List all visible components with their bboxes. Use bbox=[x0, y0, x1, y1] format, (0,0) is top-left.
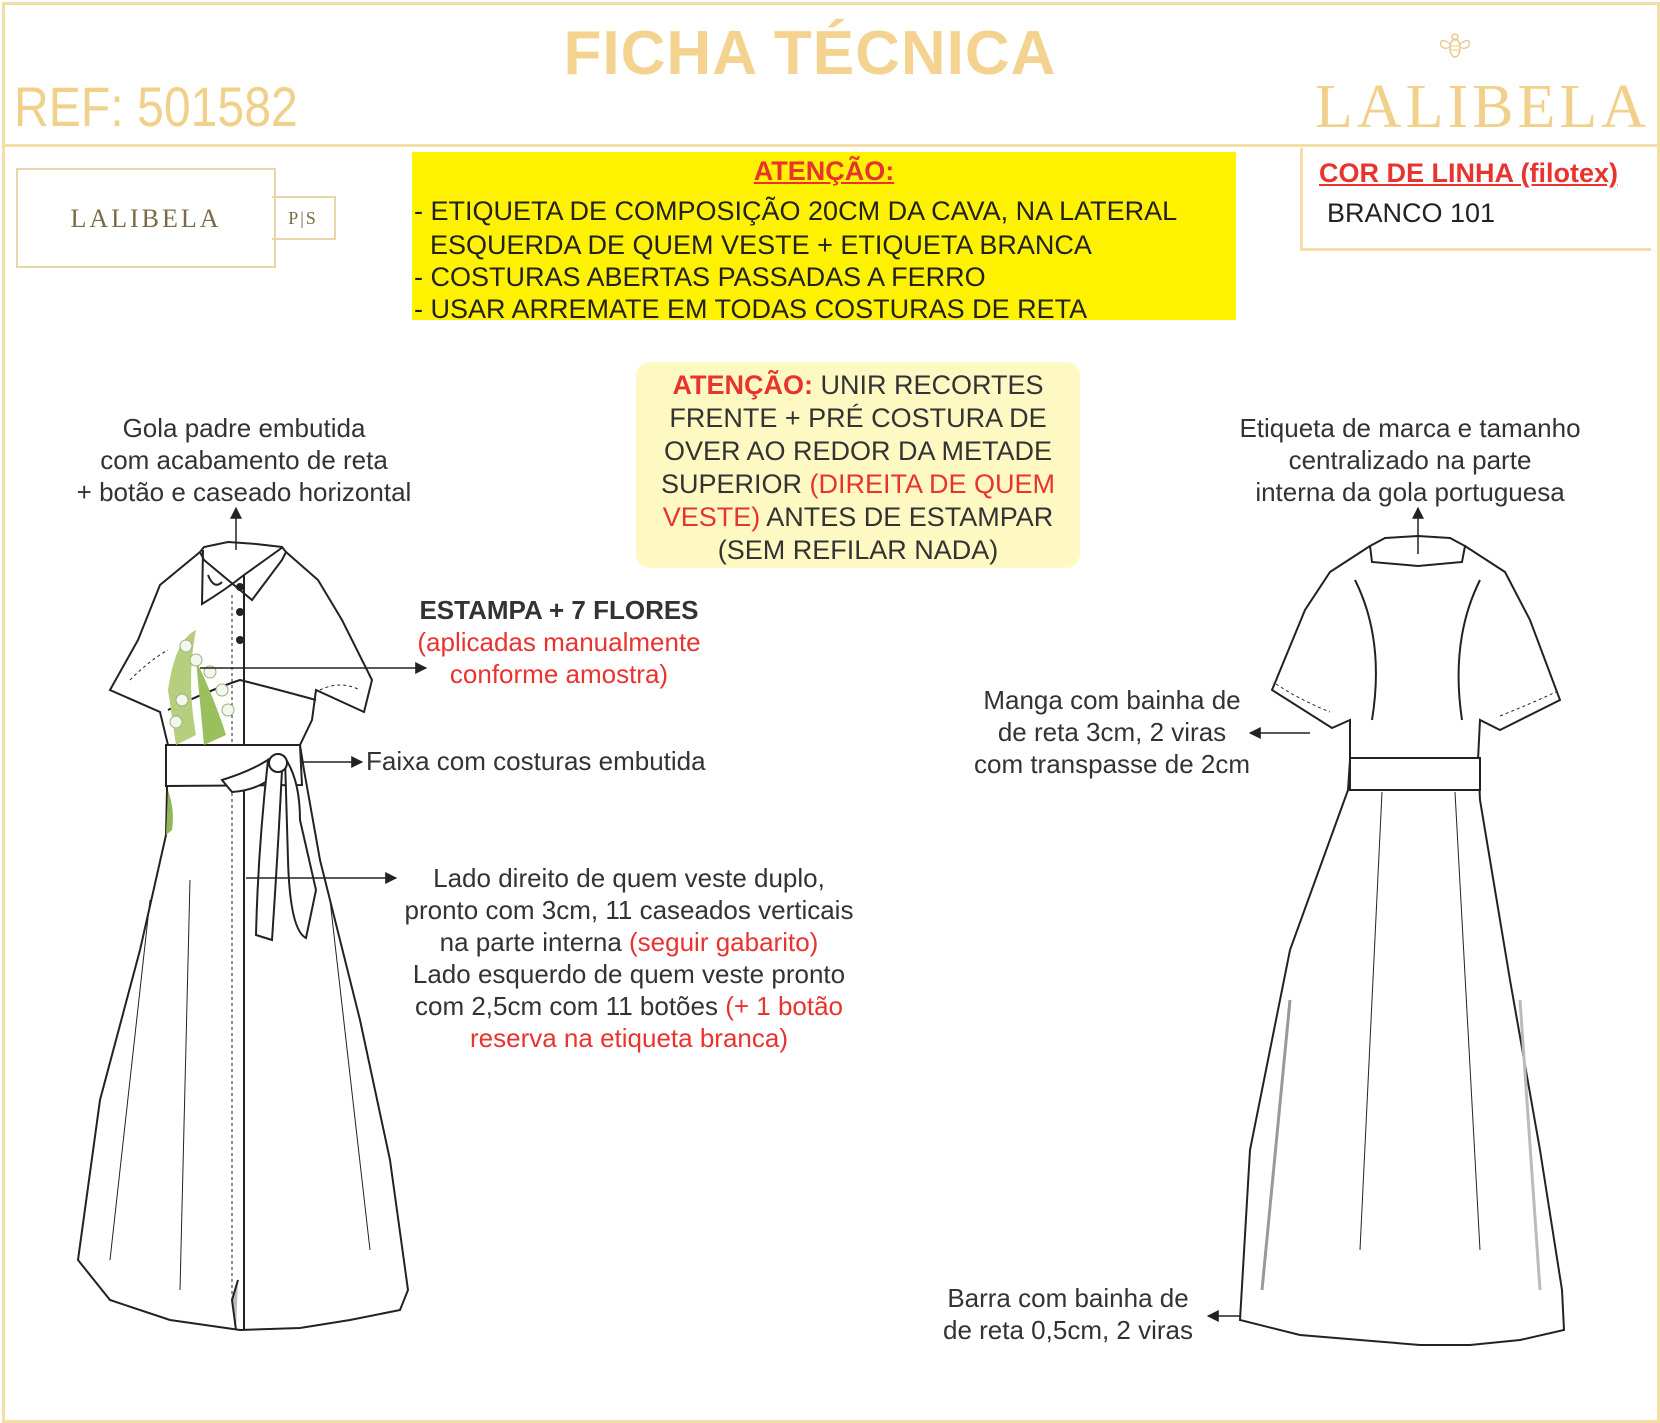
note-lead: ATENÇÃO: bbox=[672, 370, 813, 400]
hem-note: Barra com bainha de de reta 0,5cm, 2 viras bbox=[943, 1283, 1193, 1345]
page-title: FICHA TÉCNICA bbox=[563, 19, 1057, 88]
attention-title: ATENÇÃO: bbox=[753, 156, 895, 186]
note-text: UNIR RECORTES bbox=[812, 370, 1044, 400]
attention-line: - COSTURAS ABERTAS PASSADAS A FERRO bbox=[414, 262, 986, 292]
size-label: P|S bbox=[272, 196, 336, 240]
note-text: (SEM REFILAR NADA) bbox=[717, 535, 999, 565]
attention-line: - ETIQUETA DE COMPOSIÇÃO 20CM DA CAVA, NA LATERAL bbox=[414, 196, 1178, 226]
placket-note: Lado direito de quem veste duplo, pronto com 3cm, 11 caseados verticais na parte interna (seguir gabarito) Lado esquerdo de quem veste pronto com 2,5cm com 11 botões (+ 1 botão reserva na etiqueta branca) bbox=[404, 863, 854, 1053]
thread-color-value: BRANCO 101 bbox=[1327, 198, 1496, 228]
note-text: ANTES DE ESTAMPAR bbox=[760, 502, 1054, 532]
thread-color-title: COR DE LINHA (filotex) bbox=[1319, 158, 1618, 188]
sleeve-note: Manga com bainha de de reta 3cm, 2 viras com transpasse de 2cm bbox=[973, 685, 1250, 779]
collar-note: Gola padre embutida com acabamento de reta + botão e caseado horizontal bbox=[76, 413, 412, 507]
reference-number: REF: 501582 bbox=[14, 75, 298, 138]
label-note: Etiqueta de marca e tamanho centralizado na parte interna da gola portuguesa bbox=[1239, 413, 1581, 507]
note-text: VESTE) bbox=[662, 502, 761, 532]
attention-line: ESQUERDA DE QUEM VESTE + ETIQUETA BRANCA bbox=[430, 230, 1092, 260]
brand-logo: LALIBELA bbox=[1315, 73, 1651, 141]
label-brand-text: LALIBELA bbox=[70, 204, 222, 233]
belt-note: Faixa com costuras embutida bbox=[366, 746, 706, 776]
print-note: ESTAMPA + 7 FLORES (aplicadas manualmente conforme amostra) bbox=[417, 595, 701, 689]
note-text: SUPERIOR bbox=[660, 469, 810, 499]
attention-line: - USAR ARREMATE EM TODAS COSTURAS DE RETA bbox=[414, 294, 1088, 324]
note-text: (DIREITA DE QUEM bbox=[809, 469, 1056, 499]
note-text: FRENTE + PRÉ COSTURA DE bbox=[669, 403, 1047, 433]
back-dress-sketch bbox=[1240, 536, 1564, 1345]
note-text: OVER AO REDOR DA METADE bbox=[663, 436, 1053, 466]
front-dress-sketch bbox=[78, 542, 408, 1330]
